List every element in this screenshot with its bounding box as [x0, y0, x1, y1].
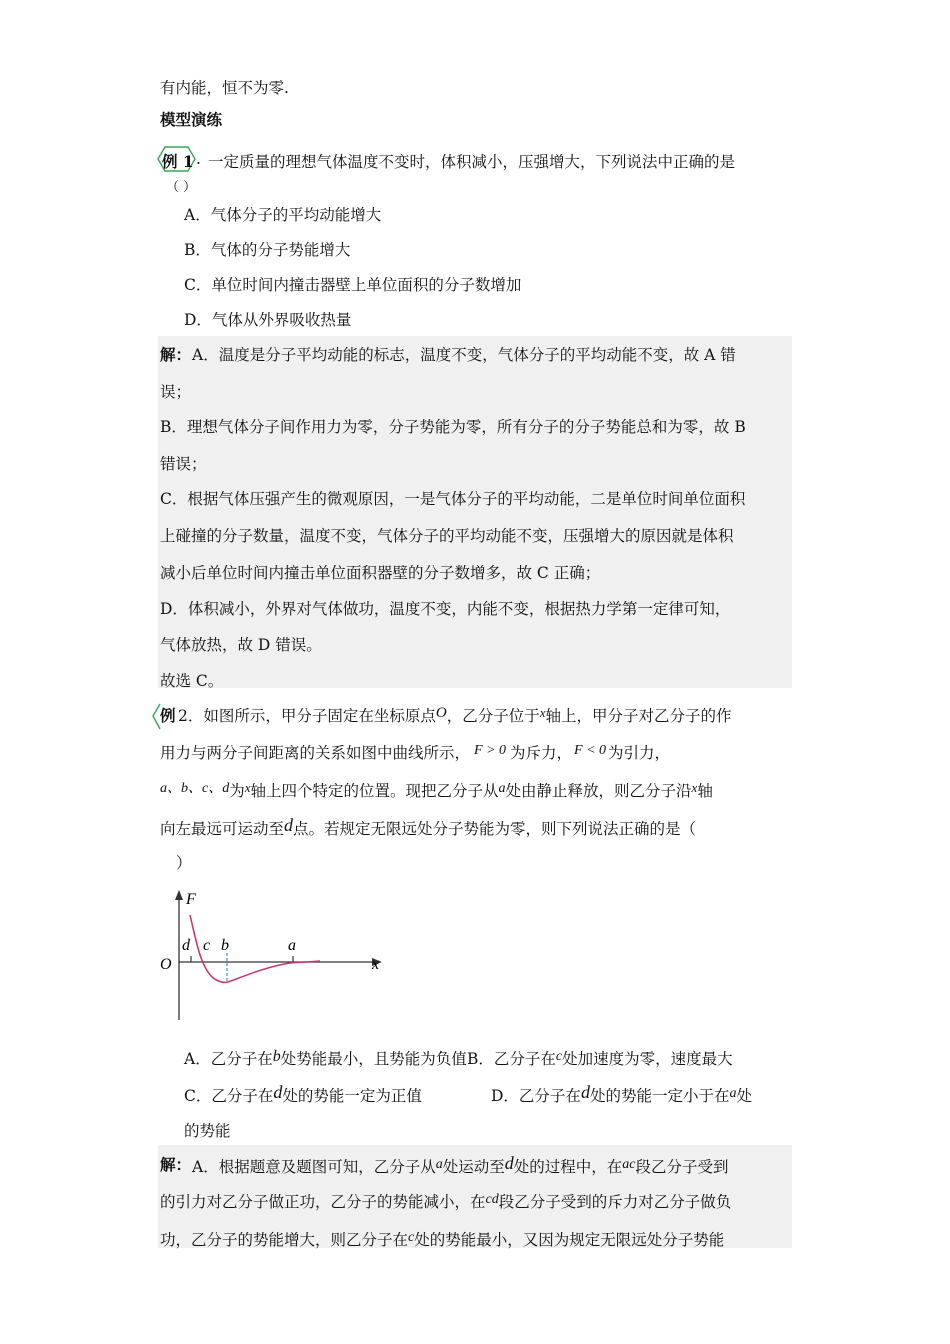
a-symbol: a	[729, 1086, 737, 1101]
positions-symbols: a、b、c、d	[160, 781, 230, 796]
example-2-tag: 例	[160, 706, 176, 725]
example-1-tag: 例 1	[162, 152, 194, 171]
x-symbol: x	[244, 780, 251, 795]
b-symbol: b	[272, 1048, 281, 1065]
example-1-option-c: C．单位时间内撞击器壁上单位面积的分子数增加	[184, 276, 522, 294]
example-2-text-seg: 处由静止释放，则乙分子沿	[505, 782, 692, 800]
solution-2-line-2	[160, 1190, 731, 1212]
d-symbol: d	[504, 1153, 514, 1173]
a-symbol: a	[435, 1157, 443, 1172]
formula-f-positive: F > 0	[474, 743, 507, 758]
example-2-text-seg: 2．如图所示，甲分子固定在坐标原点	[178, 707, 436, 725]
x-symbol: x	[539, 705, 546, 720]
example-2-option-c	[184, 1082, 422, 1106]
solution-2-seg: 功，乙分子的势能增大，则乙分子在	[160, 1231, 409, 1249]
example-2-text-seg: ，乙分子位于	[446, 707, 540, 725]
point-d-label: d	[182, 937, 190, 954]
d-symbol: d	[284, 815, 294, 835]
solution-1-line: A．温度是分子平均动能的标志，温度不变，气体分子的平均动能不变，故 A 错	[192, 346, 736, 364]
example-2-line-4	[160, 815, 696, 839]
example-2-text-seg: 向左最远可运动至	[160, 820, 285, 838]
example-2-text-seg: 轴上四个特定的位置。现把乙分子从	[250, 782, 499, 800]
solution-2-seg: 的引力对乙分子做正功，乙分子的势能减小，在	[160, 1193, 486, 1211]
solution-2-seg: 段乙分子受到	[635, 1158, 729, 1176]
example-2-text-seg: 轴	[697, 782, 713, 800]
solution-1-label: 解：	[160, 345, 192, 364]
ac-symbol: ac	[622, 1157, 636, 1172]
solution-1-line: 故选 C。	[160, 672, 224, 690]
example-1-option-a: A．气体分子的平均动能增大	[184, 206, 382, 224]
example-1-dot: .	[196, 150, 201, 168]
intro-line: 有内能，恒不为零.	[160, 79, 289, 97]
example-2-option-seg: C．乙分子在	[184, 1087, 274, 1105]
example-1-question: 一定质量的理想气体温度不变时，体积减小，压强增大，下列说法中正确的是	[208, 153, 736, 171]
example-1-option-b: B．气体的分子势能增大	[184, 241, 351, 259]
example-2-text-seg: 点。若规定无限远处分子势能为零，则下列说法正确的是（	[293, 820, 697, 838]
example-1-option-d: D．气体从外界吸收热量	[184, 311, 352, 329]
section-heading: 模型演练	[160, 110, 223, 129]
d-symbol: d	[580, 1082, 590, 1102]
example-2-option-seg: 处势能最小，且势能为负值	[280, 1050, 467, 1068]
solution-2-line-3	[160, 1228, 724, 1250]
c-symbol: c	[555, 1049, 563, 1064]
example-2-text-seg: 为	[229, 782, 245, 800]
solution-1-line: 错误；	[160, 455, 207, 473]
example-2-option-b	[467, 1047, 733, 1069]
point-c-label: c	[203, 937, 211, 954]
solution-2-seg: 处的势能最小，又因为规定无限远处分子势能	[414, 1231, 725, 1249]
solution-1-line: 误；	[160, 383, 192, 401]
example-2-line-3	[160, 777, 713, 801]
solution-2-line-1	[192, 1153, 728, 1177]
example-2-option-seg: 处	[736, 1087, 752, 1105]
example-2-text-seg: 为斥力，	[510, 744, 573, 762]
example-2-option-seg: 处的势能一定小于在	[589, 1087, 730, 1105]
solution-1-line: D．体积减小，外界对气体做功，温度不变，内能不变，根据热力学第一定律可知，	[160, 600, 731, 618]
example-2-option-seg: B．乙分子在	[467, 1050, 556, 1068]
example-2-option-d-cont: 的势能	[184, 1122, 231, 1140]
example-2-option-seg: 处的势能一定为正值	[282, 1087, 422, 1105]
origin-symbol: O	[435, 705, 447, 721]
cd-symbol: cd	[485, 1192, 499, 1207]
d-symbol: d	[273, 1082, 283, 1102]
solution-2-seg: 处运动至	[442, 1158, 505, 1176]
solution-2-seg: 处的过程中，在	[513, 1158, 623, 1176]
x-axis-label: x	[372, 956, 380, 973]
example-2-text	[178, 704, 732, 726]
f-axis-arrow	[175, 890, 183, 900]
example-2-text-seg: 为引力，	[608, 744, 671, 762]
force-distance-graph	[150, 885, 390, 1035]
solution-1-line: 上碰撞的分子数量，温度不变，气体分子的平均动能不变，压强增大的原因就是体积	[160, 527, 734, 545]
c-symbol: c	[408, 1230, 415, 1245]
point-b-label: b	[221, 937, 229, 954]
f-axis-label: F	[186, 891, 196, 908]
solution-2-label: 解：	[160, 1155, 192, 1174]
example-2-option-d	[491, 1082, 752, 1106]
solution-1-line: B．理想气体分子间作用力为零，分子势能为零，所有分子的分子势能总和为零，故 B	[160, 418, 746, 436]
example-2-option-seg: D．乙分子在	[491, 1087, 581, 1105]
example-1-blank: （ ）	[166, 180, 197, 195]
example-2-option-seg: 处加速度为零，速度最大	[562, 1050, 733, 1068]
a-symbol: a	[498, 781, 506, 796]
solution-1-line: 减小后单位时间内撞击单位面积器壁的分子数增多，故 C 正确；	[160, 564, 601, 582]
solution-1-line: 气体放热，故 D 错误。	[160, 636, 322, 654]
formula-f-negative: F < 0	[574, 743, 607, 758]
point-a-label: a	[288, 937, 296, 954]
example-2-option-seg: A．乙分子在	[184, 1050, 273, 1068]
example-2-line-5: ）	[176, 854, 192, 872]
solution-2-seg: A．根据题意及题图可知，乙分子从	[192, 1158, 436, 1176]
example-2-option-a	[184, 1047, 467, 1069]
x-symbol: x	[691, 780, 698, 795]
origin-label: O	[160, 956, 172, 973]
example-2-text-seg: 轴上，甲分子对乙分子的作	[545, 707, 732, 725]
example-2-line-2	[160, 741, 670, 763]
example-2-text-seg: 用力与两分子间距离的关系如图中曲线所示，	[160, 744, 471, 762]
solution-2-seg: 段乙分子受到的斥力对乙分子做负	[498, 1193, 732, 1211]
solution-1-line: C．根据气体压强产生的微观原因，一是气体分子的平均动能，二是单位时间单位面积	[160, 490, 746, 508]
